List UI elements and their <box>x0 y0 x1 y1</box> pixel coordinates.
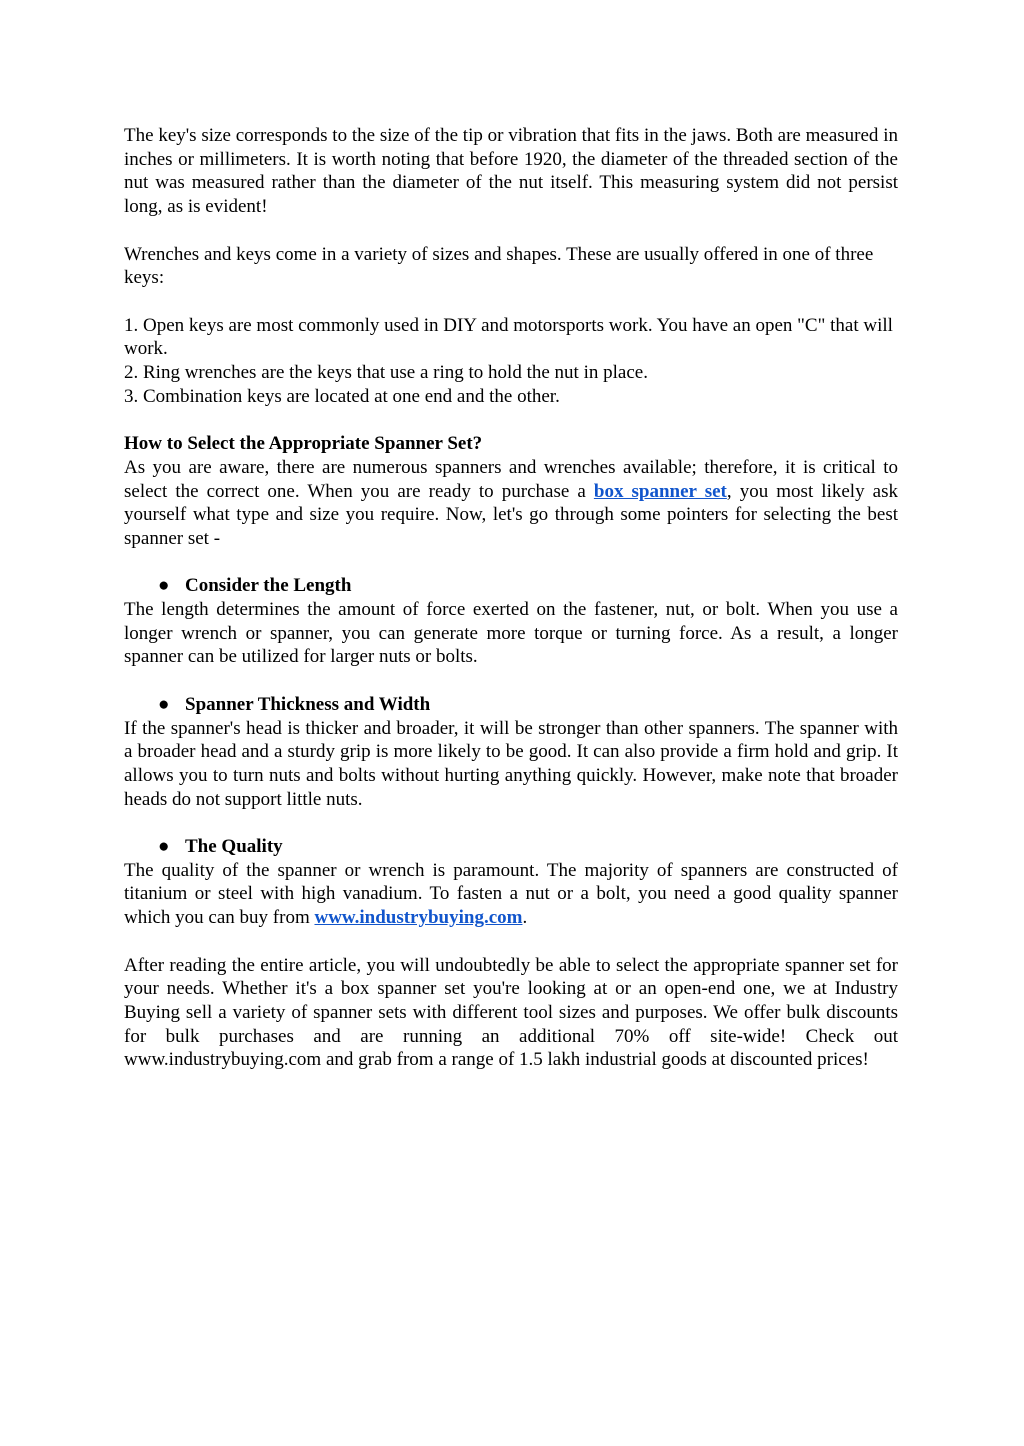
paragraph-key-size: The key's size corresponds to the size of the tip or vibration that fits in the jaws. Both are measured in inches or millimeters. It is worth noting that before 1920, the diameter of the threaded section of the nut was measured rather than the diameter of the nut itself. This measuring system did not persist long, as is evident! <box>124 125 898 218</box>
tip-body-text-end: . <box>522 907 528 929</box>
bullet-icon: ● <box>158 693 170 715</box>
industrybuying-link[interactable]: www.industrybuying.com <box>314 907 523 929</box>
paragraph-wrench-types: Wrenches and keys come in a variety of sizes and shapes. These are usually offered in one of three keys: <box>124 243 874 289</box>
tip-body-text: The quality of the spanner or wrench is paramount. The majority of spanners are constructed of titanium or steel with high vanadium. To fasten a nut or a bolt, you need a good quality spanner which you can buy from <box>124 859 898 929</box>
paragraph-conclusion: After reading the entire article, you will undoubtedly be able to select the appropriate spanner set for your needs. Whether it's a box spanner set you're looking at or an open-end one, we at Industry Buying sell a variety of spanner sets with different tool sizes and purposes. We offer bulk discounts for bulk purchases and are running an additional 70% off site-wide! Check out www.industrybuying.com and grab from a range of 1.5 lakh industrial goods at discounted prices! <box>124 954 898 1071</box>
tip-body-quality <box>124 859 898 930</box>
section-body-text: As you are aware, there are numerous spanners and wrenches available; therefore, it is critical to select the correct one. When you are ready to purchase a <box>124 456 898 502</box>
list-item: 2. Ring wrenches are the keys that use a ring to hold the nut in place. <box>124 362 648 383</box>
list-item: 3. Combination keys are located at one end and the other. <box>124 385 560 407</box>
tip-heading-thickness <box>124 693 898 717</box>
tip-heading-text: The Quality <box>185 836 283 857</box>
bullet-icon: ● <box>158 836 170 857</box>
tip-heading-length <box>124 574 898 598</box>
tip-body-thickness: If the spanner's head is thicker and broader, it will be stronger than other spanners. The spanner with a broader head and a sturdy grip is more likely to be good. It can also provide a firm hold and grip. It allows you to turn nuts and bolts without hurting anything quickly. However, make note that broader heads do not support little nuts. <box>124 717 898 810</box>
tip-heading-text: Spanner Thickness and Width <box>185 693 431 715</box>
section-body <box>124 456 898 551</box>
tip-body-length: The length determines the amount of force exerted on the fastener, nut, or bolt. When you use a longer wrench or spanner, you can generate more torque or turning force. As a result, a longer spanner can be utilized for larger nuts or bolts. <box>124 599 898 668</box>
list-item: 1. Open keys are most commonly used in DIY and motorsports work. You have an open "C" that will work. <box>124 314 893 360</box>
document-page <box>124 124 898 1096</box>
section-body-text-end: , you most likely ask yourself what type and size you require. Now, let's go through some pointers for selecting the best spanner set - <box>124 480 898 549</box>
section-heading: How to Select the Appropriate Spanner Set? <box>124 433 483 455</box>
box-spanner-set-link[interactable]: box spanner set <box>593 480 727 502</box>
bullet-icon: ● <box>158 575 170 597</box>
key-types-list <box>124 314 898 409</box>
tip-heading-quality <box>124 835 898 859</box>
tip-heading-text: Consider the Length <box>185 575 352 597</box>
